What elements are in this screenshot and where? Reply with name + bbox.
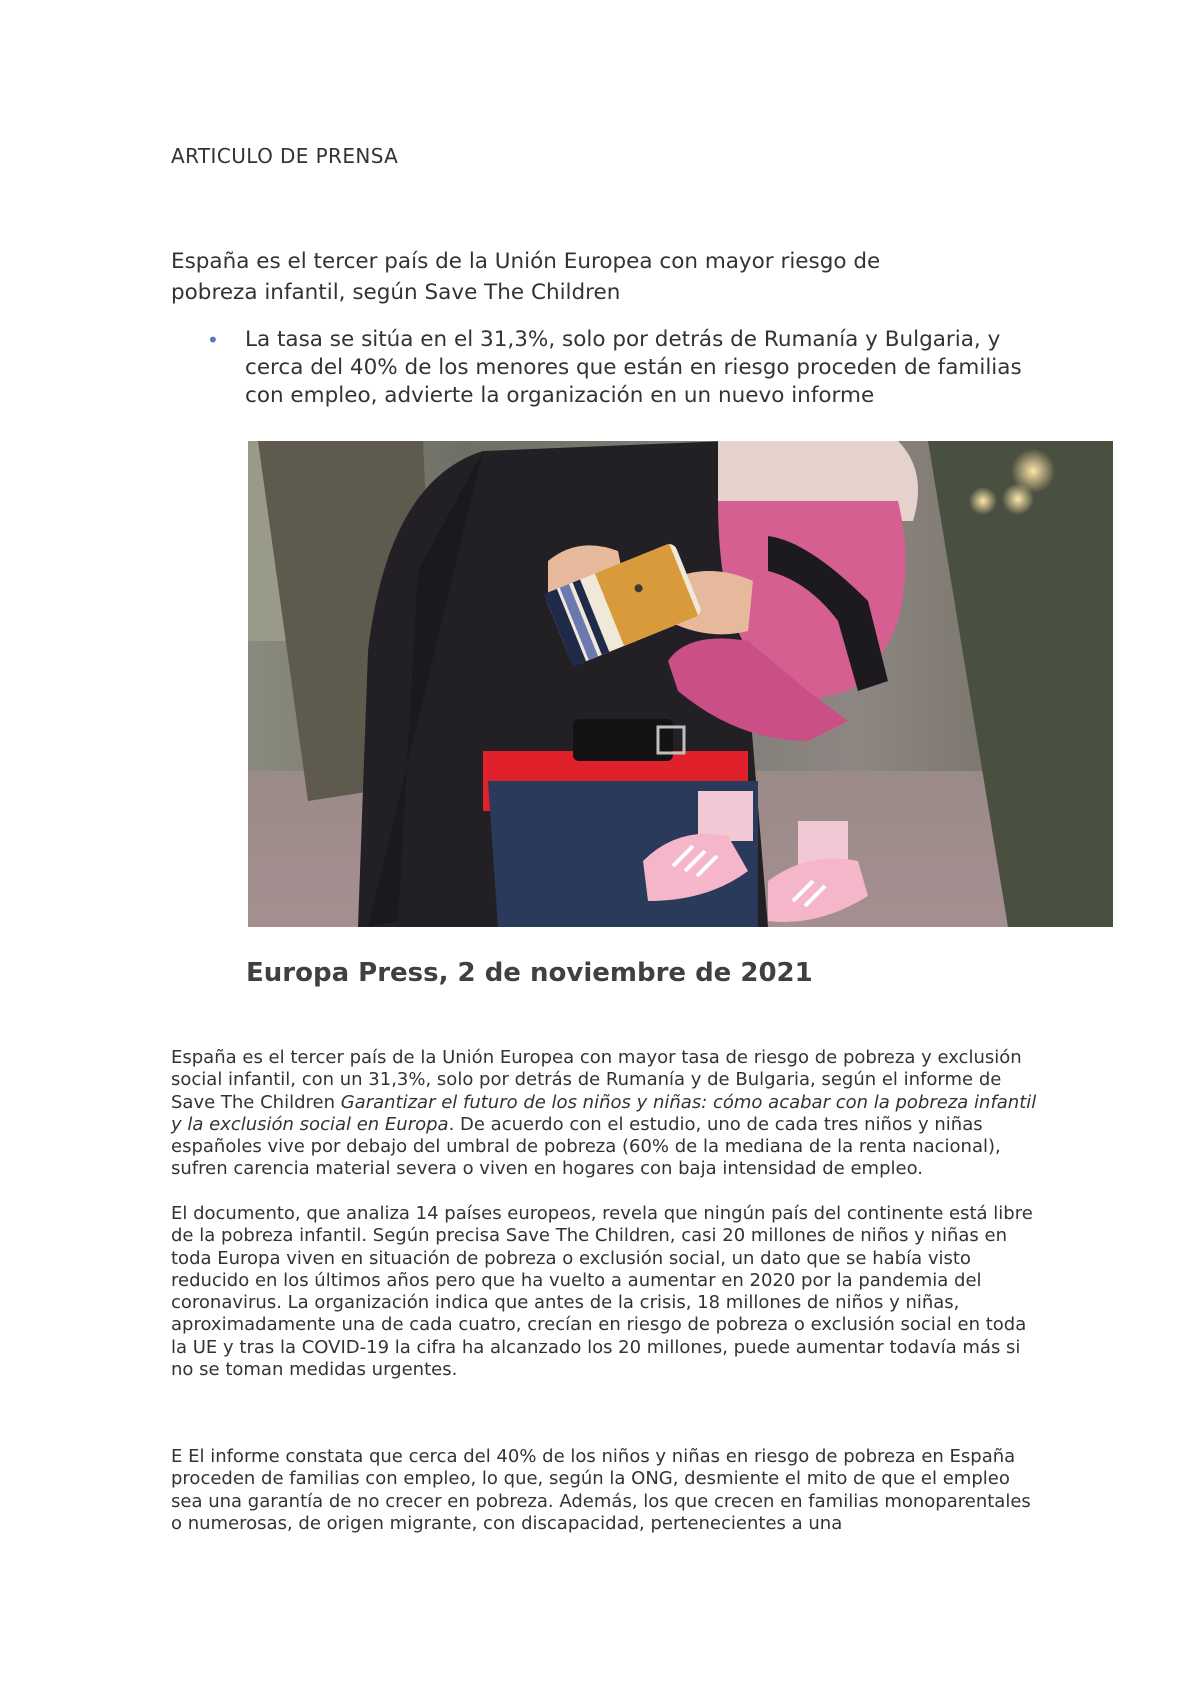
body-paragraph-1-part-2: . De acuerdo con el estudio, uno de cada tres niños y niñas españoles vive por debajo del umbral de pobreza (60% de la mediana de la renta nacional), sufren carencia material severa o viven en hogares con baja intensidad de empleo. — [171, 1113, 1001, 1180]
body-paragraph-1-part-1: España es el tercer país de la Unión Europea con mayor tasa de riesgo de pobreza y exclusión social infantil, con un 31,3%, solo por detrás de Rumanía y de Bulgaria, según el informe de Save The Children — [171, 1047, 1022, 1113]
summary-bullets — [171, 326, 1031, 410]
report-title: Garantizar el futuro de los niños y niñas: cómo acabar con la pobreza infantil y la exclusión social en Europa — [171, 1091, 1037, 1135]
document-type-label: ARTICULO DE PRENSA — [171, 144, 399, 168]
body-paragraph-1 — [171, 1047, 1041, 1181]
bullet-text: La tasa se sitúa en el 31,3%, solo por detrás de Rumanía y Bulgaria, y cerca del 40% de los menores que están en riesgo proceden de familias con empleo, advierte la organización en un nuevo informe — [245, 327, 1022, 408]
article-headline — [171, 246, 1001, 308]
headline-line-1: España es el tercer país de la Unión Europea con mayor riesgo de — [171, 249, 881, 274]
headline-line-2: pobreza infantil, según Save The Children — [171, 280, 621, 305]
article-photo — [248, 441, 1113, 927]
body-paragraph-3: E El informe constata que cerca del 40% de los niños y niñas en riesgo de pobreza en España proceden de familias con empleo, lo que, según la ONG, desmiente el mito de que el empleo sea una garantía de no crecer en pobreza. Además, los que crecen en familias monoparentales o numerosas, de origen migrante, con discapacidad, pertenecientes a una — [171, 1446, 1031, 1534]
body-paragraph-2: El documento, que analiza 14 países europeos, revela que ningún país del continente está libre de la pobreza infantil. Según precisa Save The Children, casi 20 millones de niños y niñas en toda Europa viven en situación de pobreza o exclusión social, un dato que se había visto reducido en los últimos años pero que ha vuelto a aumentar en 2020 por la pandemia del coronavirus. La organización indica que antes de la crisis, 18 millones de niños y niñas, aproximadamente una de cada cuatro, crecían en riesgo de pobreza o exclusión social en toda la UE y tras la COVID-19 la cifra ha alcanzado los 20 millones, puede aumentar todavía más si no se toman medidas urgentes. — [171, 1203, 1033, 1381]
summary-bullet-item — [171, 326, 1031, 410]
article-dateline: Europa Press, 2 de noviembre de 2021 — [246, 958, 813, 988]
bullet-icon: • — [207, 328, 219, 352]
